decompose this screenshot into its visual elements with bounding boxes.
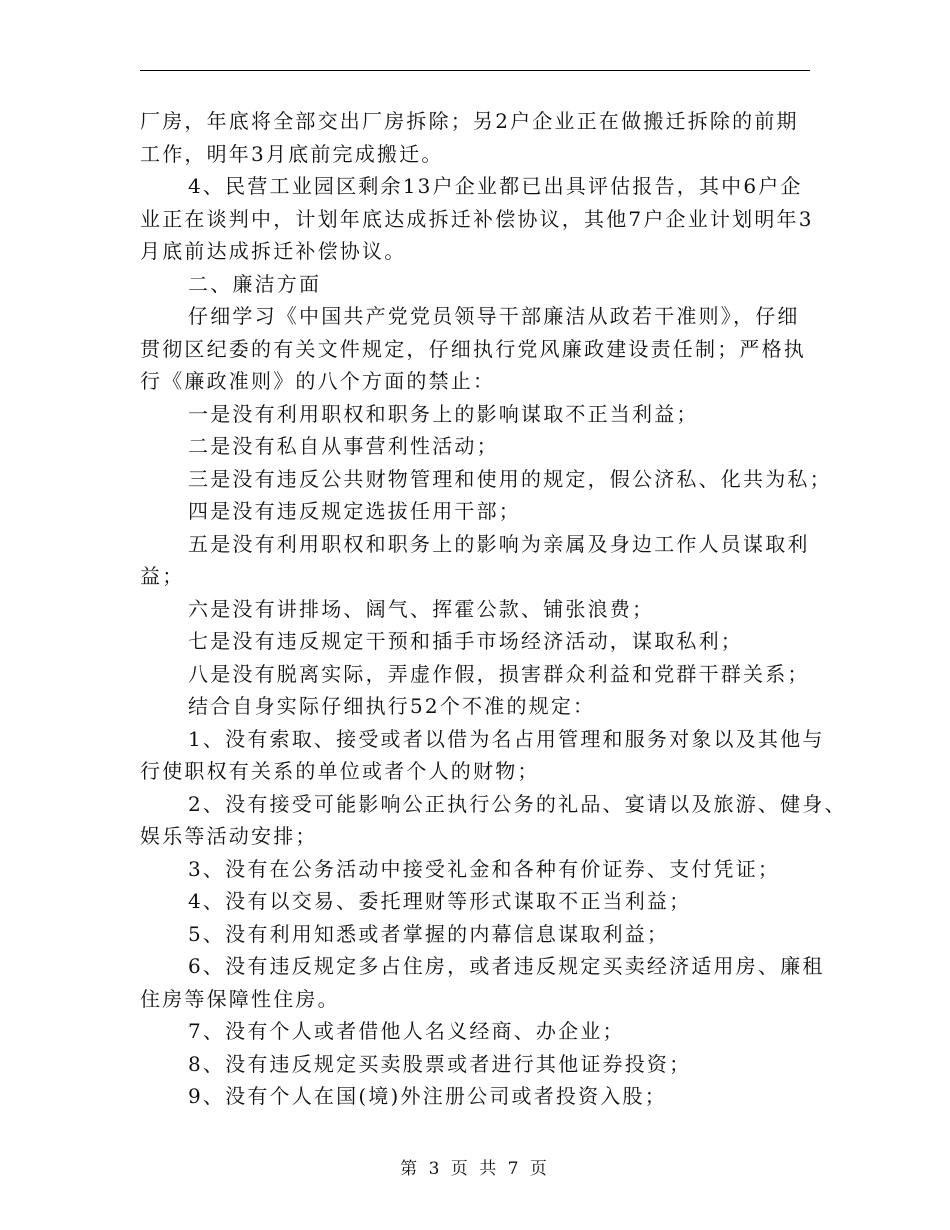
text-line: 四是没有违反规定选拔任用干部； [188, 499, 521, 523]
text-line: 7、没有个人或者借他人名义经商、办企业； [188, 1019, 625, 1043]
text-line: 结合自身实际仔细执行52个不准的规定： [188, 694, 596, 718]
text-line: 益； [140, 564, 185, 588]
text-line: 业正在谈判中，计划年底达成拆迁补偿协议，其他7户企业计划明年3 [140, 206, 814, 231]
header-rule [140, 70, 810, 71]
text-line: 二是没有私自从事营利性活动； [188, 434, 499, 458]
page-footer: 第 3 页 共 7 页 [400, 1159, 550, 1179]
text-line: 1、没有索取、接受或者以借为名占用管理和服务对象以及其他与 [188, 726, 825, 751]
text-line: 5、没有利用知悉或者掌握的内幕信息谋取利益； [188, 921, 670, 946]
text-line: 4、没有以交易、委托理财等形式谋取不正当利益； [188, 889, 692, 913]
text-line: 贯彻区纪委的有关文件规定，仔细执行党风廉政建设责任制；严格执 [140, 336, 806, 361]
text-line: 三是没有违反公共财物管理和使用的规定，假公济私、化共为私； [188, 466, 832, 491]
text-line: 行使职权有关系的单位或者个人的财物； [140, 759, 540, 783]
text-line: 2、没有接受可能影响公正执行公务的礼品、宴请以及旅游、健身、 [188, 791, 847, 816]
text-line: 八是没有脱离实际，弄虚作假，损害群众利益和党群干群关系； [188, 661, 810, 686]
text-line: 3、没有在公务活动中接受礼金和各种有价证券、支付凭证； [188, 856, 781, 881]
text-line: 娱乐等活动安排； [140, 824, 318, 848]
text-line: 一是没有利用职权和职务上的影响谋取不正当利益； [188, 401, 699, 426]
text-line: 工作，明年3月底前完成搬迁。 [140, 141, 444, 166]
text-line: 五是没有利用职权和职务上的影响为亲属及身边工作人员谋取利 [188, 531, 810, 556]
text-line: 六是没有讲排场、阔气、挥霍公款、铺张浪费； [188, 596, 655, 621]
text-line: 6、没有违反规定多占住房，或者违反规定买卖经济适用房、廉租 [188, 954, 825, 978]
text-line: 8、没有违反规定买卖股票或者进行其他证券投资； [188, 1051, 692, 1076]
text-line: 二、廉洁方面 [188, 271, 322, 296]
text-line: 4、民营工业园区剩余13户企业都已出具评估报告，其中6户企 [188, 174, 803, 198]
text-line: 月底前达成拆迁补偿协议。 [140, 239, 407, 263]
text-line: 七是没有违反规定干预和插手市场经济活动，谋取私利； [188, 629, 743, 653]
text-line: 9、没有个人在国(境)外注册公司或者投资入股； [188, 1084, 667, 1108]
text-line: 仔细学习《中国共产党党员领导干部廉洁从政若干准则》，仔细 [188, 304, 800, 328]
text-line: 行《廉政准则》的八个方面的禁止： [140, 369, 496, 393]
document-body [140, 105, 847, 1113]
text-line: 住房等保障性住房。 [140, 986, 340, 1011]
text-line: 厂房，年底将全部交出厂房拆除；另2户企业正在做搬迁拆除的前期 [140, 109, 799, 133]
